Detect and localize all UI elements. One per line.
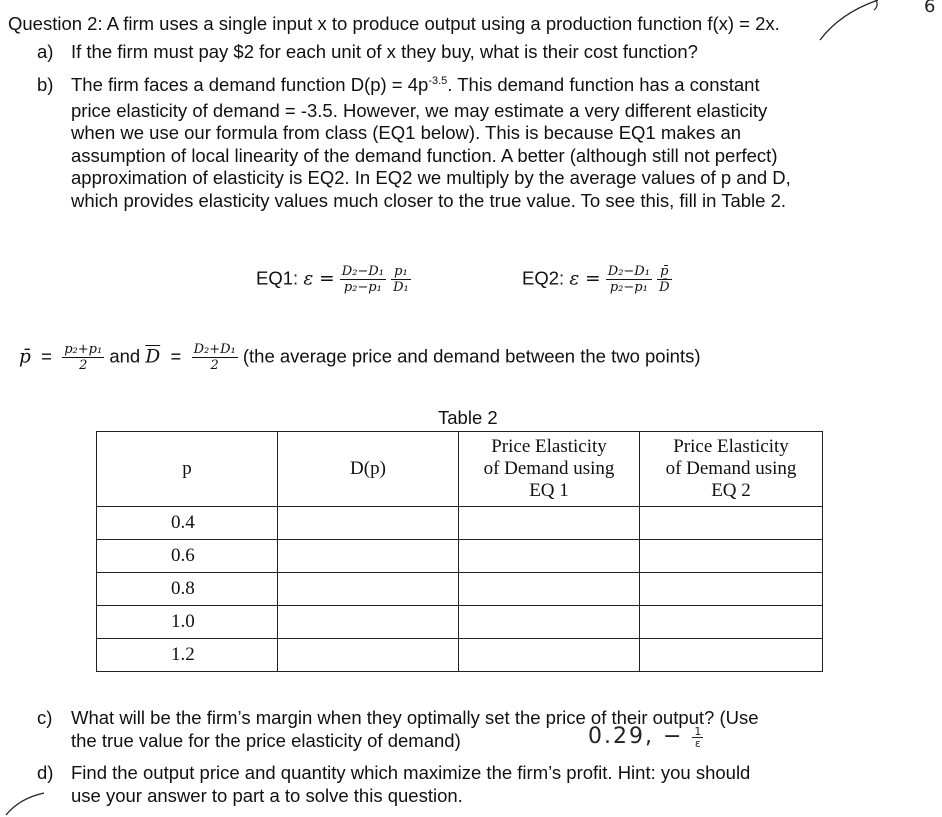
cell-dp [278,606,459,639]
part-b-line-2: price elasticity of demand = -3.5. However, we may estimate a very different elasticity [71,99,768,121]
cell-eq2 [640,606,823,639]
eq1-ratio-num: p₁ [391,264,411,280]
equation-eq1 [256,264,411,295]
pbar-equals: = [41,345,52,367]
pbar-num: p₂+p₁ [64,342,103,357]
table-row [97,507,823,540]
part-a-text: If the firm must pay $2 for each unit of x they buy, what is their cost function? [71,41,698,62]
handwritten-fraction-num: 1 [694,724,702,738]
handwritten-corner-mark: 6 [924,0,936,17]
table-row [97,639,823,672]
part-b-line-3: when we use our formula from class (EQ1 below). This is because EQ1 makes an [71,122,742,143]
eq2-epsilon: ε = [569,268,601,290]
pen-stroke-bottom [6,793,44,815]
cell-eq2 [640,573,823,606]
pbar-den: 2 [79,358,88,373]
header-eq1-line-3: EQ 1 [529,480,569,501]
cell-eq1 [459,639,640,672]
part-b-line-6: which provides elasticity values much closer to the true value. To see this, fill in Table 2. [71,189,787,211]
pbar-symbol: p̄ [19,346,31,368]
demand-exponent: -3.5 [428,75,448,87]
header-eq2-line-3: EQ 2 [711,480,751,501]
header-eq2-line-2: of Demand using [665,458,797,479]
header-dp: D(p) [278,432,459,507]
part-b-line-4: assumption of local linearity of the demand function. A better (although still not perfect) [71,144,778,166]
cell-p: 0.4 [97,507,278,540]
and-text: and [109,345,141,367]
part-b-line-1 [71,74,931,100]
header-eq2 [640,432,823,507]
eq2-delta-den: p₂−p₁ [609,280,648,295]
eq1-delta-fraction [340,264,386,295]
eq2-ratio-den: D̄ [659,280,670,295]
part-d-line-2: use your answer to part a to solve this question. [71,784,463,806]
cell-eq2 [640,507,823,540]
eq2-delta-num: D₂−D₁ [607,264,650,279]
eq1-delta-den: p₂−p₁ [343,280,382,295]
cell-dp [278,507,459,540]
dbar-symbol: $\overline{D}$ [145,346,161,368]
dbar-den: 2 [210,358,219,373]
part-b-label: b) [37,74,54,95]
eq1-ratio-fraction [391,264,411,295]
elasticity-table [96,431,823,672]
cell-p: 1.2 [97,639,278,672]
cell-eq1 [459,573,640,606]
cell-eq1 [459,540,640,573]
handwritten-fraction-den: ε [694,736,701,750]
cell-p: 0.6 [97,540,278,573]
header-eq1-line-2: of Demand using [483,458,615,479]
part-b-line-1-post: . This demand function has a constant [447,74,760,95]
handwritten-bottom-stroke [0,785,60,817]
table-row [97,606,823,639]
table-row [97,573,823,606]
eq1-ratio-den: D₁ [393,280,409,295]
pen-stroke-slash [820,0,878,40]
part-c-label: c) [37,707,53,728]
cell-p: 0.8 [97,573,278,606]
table-header-row [97,432,823,507]
header-p: p [97,432,278,507]
average-note: (the average price and demand between the two points) [242,345,701,367]
eq2-delta-fraction [606,264,652,295]
dbar-equals: = [170,345,182,367]
part-b-line-1-pre: The firm faces a demand function D(p) = 4p [71,74,429,95]
cell-p: 1.0 [97,606,278,639]
header-eq2-line-1: Price Elasticity [673,436,789,457]
part-b-line-5: approximation of elasticity is EQ2. In EQ2 we multiply by the average values of p and D, [71,167,791,188]
dbar-fraction [192,342,238,373]
table-row [97,540,823,573]
handwritten-answer-fraction [692,726,703,749]
handwritten-answer-value: 0.29, − [588,724,684,749]
cell-eq1 [459,507,640,540]
pbar-fraction [62,342,104,373]
handwritten-answer-c [588,724,703,749]
part-c-line-1: What will be the firm’s margin when they optimally set the price of their output? (Use [71,707,759,728]
table-caption: Table 2 [438,407,498,428]
eq2-ratio-num: p̄ [657,264,671,280]
eq2-label: EQ2: [522,267,565,289]
eq1-label: EQ1: [256,267,299,289]
averages-definition [19,342,701,373]
cell-dp [278,639,459,672]
header-eq1-line-1: Price Elasticity [491,436,607,457]
part-c-line-2: the true value for the price elasticity of demand) [71,729,461,751]
eq1-delta-num: D₂−D₁ [341,264,384,279]
cell-eq2 [640,540,823,573]
dbar-num: D₂+D₁ [193,342,236,357]
eq1-epsilon: ε = [303,268,335,290]
header-eq1 [459,432,640,507]
part-d-line-1: Find the output price and quantity which maximize the firm’s profit. Hint: you should [71,762,751,783]
cell-eq1 [459,606,640,639]
part-a-label: a) [37,41,54,62]
cell-eq2 [640,639,823,672]
question-header: Question 2: A firm uses a single input x to produce output using a production function f(x) = 2x. [8,13,780,34]
equation-eq2 [522,264,672,295]
cell-dp [278,540,459,573]
cell-dp [278,573,459,606]
part-d-label: d) [37,762,54,783]
eq2-ratio-fraction [657,264,671,295]
